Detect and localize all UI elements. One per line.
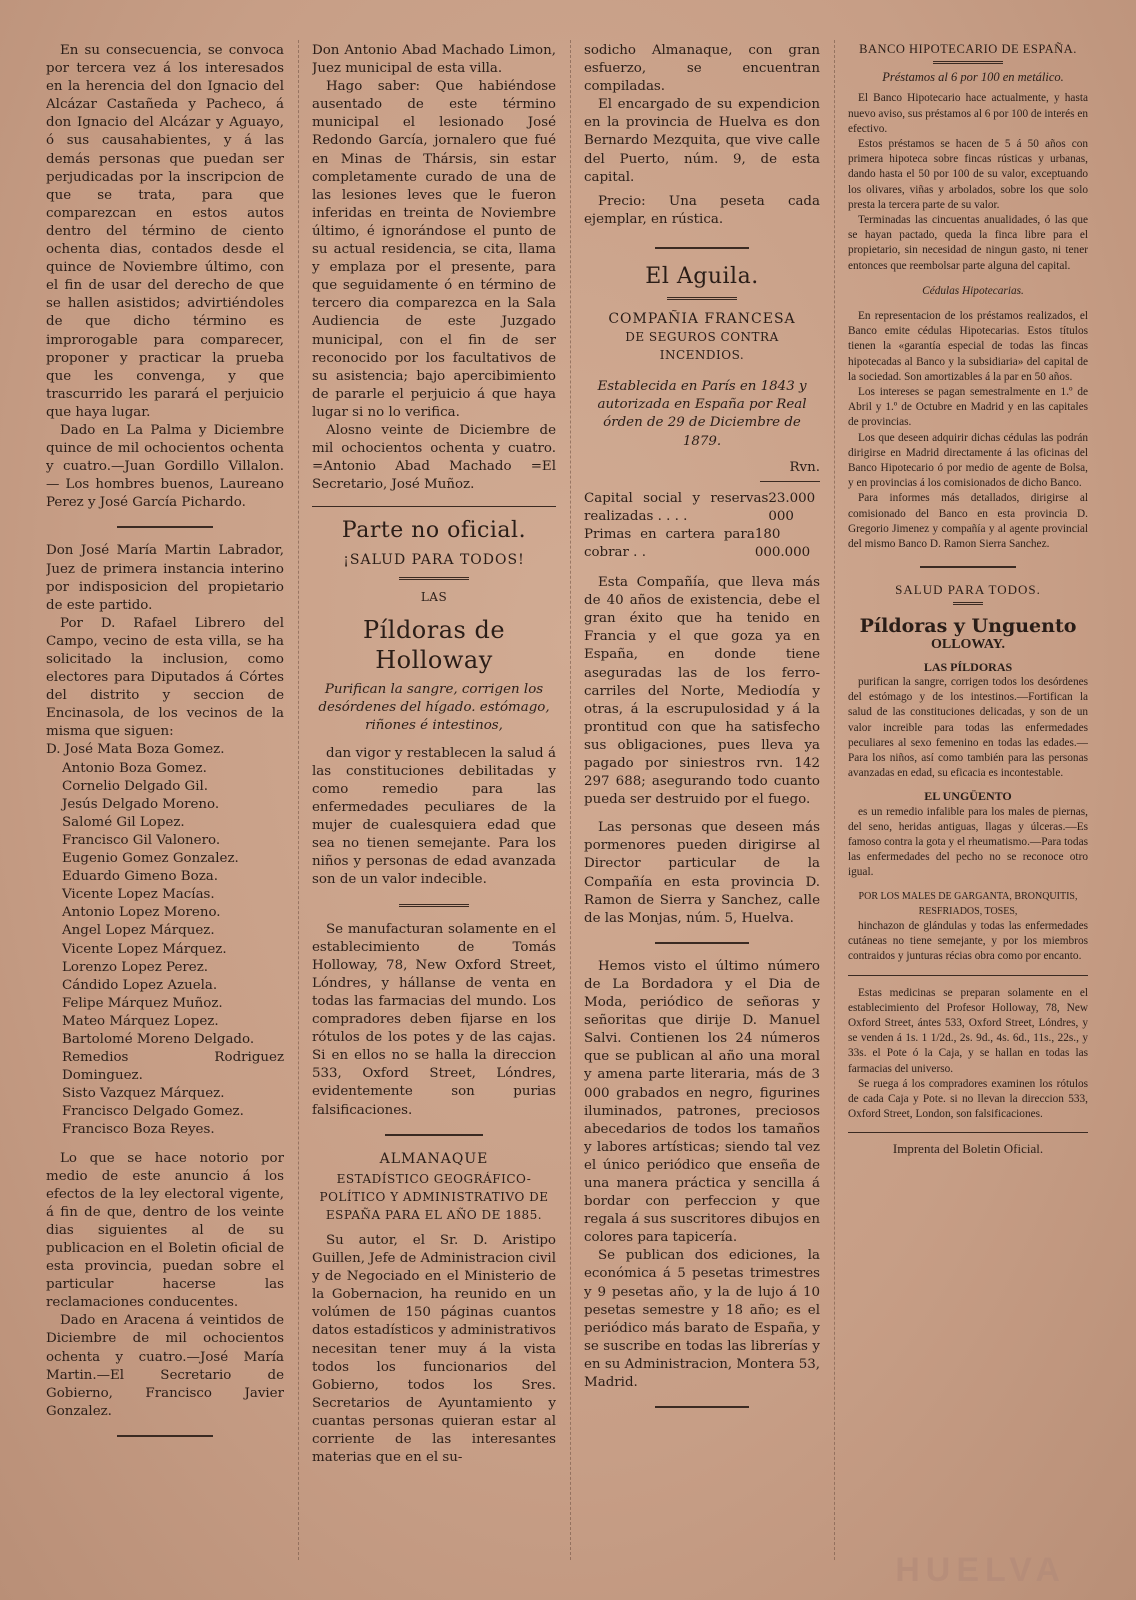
column-4	[848, 42, 1088, 1590]
separator	[655, 942, 749, 944]
table-row	[584, 490, 820, 526]
banco-paragraph: Terminadas las cincuentas anualidades, ó las que se hayan pactado, queda la finca libre para el propietario, sin necesidad de ningun gasto, ni tener entonces que reembolsar parte alguna del capital.	[848, 214, 1088, 272]
almanaque-title: ALMANAQUE	[379, 1150, 489, 1167]
list-item: Sisto Vazquez Márquez.	[62, 1086, 225, 1102]
section-title: Parte no oficial.	[341, 518, 527, 544]
watermark-stamp: HUELVA	[895, 1551, 1066, 1589]
compania-contact: Las personas que deseen más pormenores pueden dirigirse al Director particular de la Compañía en esta provincia D. Ramon de Sierra y Sanchez, calle de las Monjas, núm. 5, Huelva.	[584, 820, 820, 926]
column-3	[584, 42, 820, 1590]
cedulas-title: Cédulas Hipotecarias.	[922, 284, 1024, 297]
ad-body: Se manufacturan solamente en el establecimiento de Tomás Holloway, 78, New Oxford Street, Lóndres, y hállanse de venta en todas las farmacias del mundo. Los compradores deben fijarse en los rótulos de los potes y de las cajas. Si en ellos no se halla la direccion 533, Oxford Street, Lóndres, evidentemente son purias falsificaciones.	[312, 921, 556, 1118]
capital-table	[584, 490, 820, 562]
males-body: hinchazon de glándulas y todas las enfermedades cutáneas no tiene semejante, y por los miembros contraidos y junturas récias obra como por encanto.	[848, 919, 1088, 963]
list-item: Vicente Lopez Márquez.	[62, 941, 227, 957]
notice-paragraph: Lo que se hace notorio por medio de este anuncio á los efectos de la ley electoral vigente, á fin de que, dentro de los veinte dias siguientes al de su publicacion en el Boletin oficial de esta provincia, puedan sobre el particular hacerse las reclamaciones conducentes.	[46, 1150, 284, 1311]
list-item: Salomé Gil Lopez.	[62, 814, 185, 830]
capital-label: Primas en cartera para cobrar . .	[584, 526, 755, 560]
notice-paragraph: En su consecuencia, se convoca por tercera vez á los interesados en la herencia del don Ignacio del Alcázar Castañeda y Pacheco, á don Ignacio del Alcázar y Aguayo, ó sus causahabientes, y á las demás personas que puedan ser perjudicadas por la inscripcion de que se trata, para que comparezcan en estos autos dentro del término de ciento ochenta dias, contados desde el quince de Noviembre último, con el fin de usar del derecho de que se hallen asistidos; advirtiéndoles de que dicho término es improrogable para comparecer, proponer y practicar la prueba que les convenga, y que trascurrido les parará el perjuicio que haya lugar.	[46, 43, 284, 420]
capital-value: 180 000.000	[754, 526, 811, 560]
list-item: Antonio Lopez Moreno.	[62, 905, 221, 921]
list-item: Antonio Boza Gomez.	[62, 760, 207, 776]
banco-title: BANCO HIPOTECARIO DE ESPAÑA.	[859, 42, 1077, 56]
salud-title: SALUD PARA TODOS.	[895, 582, 1041, 598]
notice-intro: Don José María Martin Labrador, Juez de primera instancia interino por indisposicion del propietario de este partido.	[46, 543, 284, 613]
pu-subtitle: OLLOWAY.	[930, 636, 1006, 652]
cedulas-paragraph: Los que deseen adquirir dichas cédulas las podrán dirigirse en Madrid directamente á las oficinas del Banco Hipotecario ó por medio de agente de Bolsa, y en provincias á los comisionados de dicho Banco.	[848, 431, 1088, 490]
compania-subtitle: DE SEGUROS CONTRA INCENDIOS.	[625, 330, 779, 363]
notice-signature: Alosno veinte de Diciembre de mil ochocientos ochenta y cuatro. =Antonio Abad Machado =El Secretario, José Muñoz.	[312, 422, 556, 493]
ruega-body: Se ruega á los compradores examinen los rótulos de cada Caja y Pote. si no llevan la direccion 533, Oxford Street, London, son falsificaciones.	[848, 1077, 1088, 1121]
separator	[655, 1406, 749, 1408]
almanaque-body: Su autor, el Sr. D. Aristipo Guillen, Jefe de Administracion civil y de Negociado en el Ministerio de la Gobernacion, ha reunido en un volúmen de 150 páginas cuantos datos estadísticos y administrativos necesitan tener muy á la vista todos los funcionarios del Gobierno, todos los Sres. Secretarios de Ayuntamiento y cuantas personas quieran estar al corriente de las interesantes materias que en el su-	[312, 1232, 556, 1466]
list-item: Cándido Lopez Azuela.	[62, 977, 218, 993]
ad-label: LAS	[420, 590, 448, 605]
almanaque-precio: Precio: Una peseta cada ejemplar, en rústica.	[584, 193, 820, 227]
banco-prestamos: Préstamos al 6 por 100 en metálico.	[882, 70, 1064, 85]
aguila-title: El Aguila.	[645, 263, 759, 289]
list-item: Bartolomé Moreno Delgado.	[62, 1031, 255, 1047]
list-item: Eugenio Gomez Gonzalez.	[62, 851, 239, 867]
separator	[399, 904, 469, 907]
list-item: Angel Lopez Márquez.	[62, 923, 215, 939]
separator	[385, 1134, 483, 1136]
column-2	[312, 42, 556, 1590]
list-item: Lorenzo Lopez Perez.	[62, 959, 209, 975]
separator	[399, 577, 469, 580]
separator	[667, 297, 737, 300]
almanaque-encargado: El encargado de su expendicion en la provincia de Huelva es don Bernardo Mezquita, que vive calle del Puerto, núm. 9, de esta capital.	[584, 97, 820, 185]
cedulas-paragraph: Los intereses se pagan semestralmente en 1.º de Abril y 1.º de Octubre en Madrid y en las capitales de provincias.	[848, 386, 1088, 429]
separator	[117, 1435, 212, 1437]
pildoras-body: purifican la sangre, corrigen todos los desórdenes del estómago y de los intestinos.—Fortifican la salud de las constituciones delicadas, y son de un valor increible para todas las enfermedades peculiares al sexo femenino en todas las edades.—Para los niños, así como también para las personas avanzadas en edad, su eficacia es incontestable.	[848, 675, 1088, 780]
almanaque-subtitle: ESTADÍSTICO GEOGRÁFICO-POLÍTICO Y ADMINISTRATIVO DE ESPAÑA PARA EL AÑO DE 1885.	[319, 1171, 549, 1222]
banco-paragraph: Estos préstamos se hacen de 5 á 50 años con primera hipoteca sobre fincas rústicas y urbanas, dando hasta el 50 por 100 de su valor, exceptuando los olivares, viñas y arbolados, sobre los que solo presta la tercera parte de su valor.	[848, 138, 1088, 211]
ad-title: Píldoras de Holloway	[362, 615, 506, 674]
list-item: Francisco Gil Valonero.	[62, 832, 221, 848]
separator	[117, 526, 212, 528]
unguento-heading: EL UNGÜENTO	[924, 789, 1012, 804]
list-item: Francisco Delgado Gomez.	[62, 1104, 244, 1120]
table-row	[584, 526, 820, 562]
males-heading: POR LOS MALES DE GARGANTA, BRONQUITIS, RESFRIADOS, TOSES,	[858, 890, 1078, 917]
separator	[953, 602, 983, 605]
unguento-body: es un remedio infalible para los males de piernas, del seno, heridas antiguas, llagas y úlceras.—Es famoso contra la gota y el rheumatismo.—Para todas las enfermedades del pecho no se reconoce otro igual.	[848, 805, 1088, 879]
notice-intro: Don Antonio Abad Machado Limon, Juez municipal de esta villa.	[312, 43, 556, 77]
list-item: Felipe Márquez Muñoz.	[62, 995, 223, 1011]
separator	[760, 481, 820, 482]
column-1	[46, 42, 284, 1590]
compania-body: Esta Compañía, que lleva más de 40 años de existencia, debe el gran éxito que ha tenido en Francia y el que goza ya en España, en donde tiene aseguradas las de los ferro-carriles del Norte, Mediodía y otras, á la escrupulosidad y á la prontitud con que ha satisfecho sus obligaciones, pues lleva ya pagado por siniestros rvn. 142 297 688; asegurando todo cuanto pueda ser destruido por el fuego.	[584, 575, 820, 808]
capital-label: Capital social y reservas realizadas . . . .	[584, 490, 769, 524]
imprenta: Imprenta del Boletin Oficial.	[892, 1141, 1044, 1157]
column-rule	[298, 40, 300, 1560]
list-item: Mateo Márquez Lopez.	[62, 1013, 219, 1029]
capital-value: 23.000 000	[768, 490, 816, 524]
notice-body: Por D. Rafael Librero del Campo, vecino de esta villa, se ha solicitado la inclusion, como electores para Diputados á Córtes del distrito y seccion de Encinasola, de los vecinos de la misma que siguen:	[46, 615, 284, 740]
notice-signature: Dado en Aracena á veintidos de Diciembre de mil ochocientos ochenta y cuatro.—José María Martin.—El Secretario de Gobierno, Francisco Javier Gonzalez.	[46, 1313, 284, 1419]
names-list	[46, 741, 284, 1139]
ad-heading: ¡SALUD PARA TODOS!	[343, 552, 525, 569]
list-item: D. José Mata Boza Gomez.	[46, 742, 225, 758]
separator	[655, 247, 749, 249]
list-item: Cornelio Delgado Gil.	[62, 778, 209, 794]
separator	[933, 61, 1003, 64]
column-rule	[834, 40, 836, 1560]
list-item: Vicente Lopez Macías.	[62, 887, 215, 903]
ad-body: dan vigor y restablecen la salud á las constituciones debilitadas y como remedio para las enfermedades peculiares de la mujer de cualesquiera edad que sea no tienen semejante. Para los niños y personas de edad avanzada son de un valor indecible.	[312, 745, 556, 888]
list-item: Remedios Rodriguez Dominguez.	[62, 1050, 284, 1084]
almanaque-continued: sodicho Almanaque, con gran esfuerzo, se encuentran compiladas.	[584, 43, 820, 95]
list-item: Francisco Boza Reyes.	[62, 1122, 215, 1138]
bordadora-body: Hemos visto el último número de La Bordadora y el Dia de Moda, periódico de señoras y señoritas que dirije D. Manuel Salvi. Contienen los 24 números que se publican al año una moral y amena parte literaria, más de 3 000 grabados en negro, figurines iluminados, patrones, preciosos abecedarios de todos los tamaños y labores artísticas; siendo tal vez el único periódico que enseña de una manera práctica y sencilla á bordar con perfeccion y que regala á sus suscritores dibujos en colores para tapicería.	[584, 958, 820, 1246]
cedulas-paragraph: Para informes más detallados, dirigirse al comisionado del Banco en esta provincia D. Gregorio Jimenez y compañía y al agente provincial del mismo Banco D. Ramon Sierra Sanchez.	[848, 492, 1088, 551]
separator	[920, 566, 1016, 568]
banco-paragraph: El Banco Hipotecario hace actualmente, y hasta nuevo aviso, sus préstamos al 6 por 100 de interés en efectivo.	[848, 92, 1088, 135]
compania-title: COMPAÑIA FRANCESA	[608, 310, 796, 327]
separator	[848, 1132, 1088, 1133]
bordadora-ediciones: Se publican dos ediciones, la económica á 5 pesetas trimestres y 9 pesetas año, y la de lujo á 10 pesetas semestre y 18 año; es el periódico más barato de España, y se suscribe en todas las librerías y en su Administracion, Montera 53, Madrid.	[584, 1248, 820, 1390]
ad-subtitle: Purifican la sangre, corrigen los desórdenes del hígado. estómago, riñones é intestinos,	[318, 681, 550, 733]
column-rule	[570, 40, 572, 1560]
notice-paragraph: Hago saber: Que habiéndose ausentado de este término municipal el lesionado José Redondo García, jornalero que fué en Minas de Thársis, sin estar completamente curado de una de las lesiones leves que le fueron inferidas en treinta de Noviembre último, é ignorándose el punto de su actual residencia, se cita, llama y emplaza por el presente, para que seguidamente ó en término de tercero dia comparezca en la Sala Audiencia de este Juzgado municipal, con el fin de ser reconocido por los facultativos de su asistencia; bajo apercibimiento de pararle el perjuicio á que haya lugar si no lo verifica.	[312, 79, 556, 420]
notice-signature: Dado en La Palma y Diciembre quince de mil ochocientos ochenta y cuatro.—Juan Gordillo Villalon. — Los hombres buenos, Laureano Perez y José García Pichardo.	[46, 422, 284, 511]
rvn-label: Rvn.	[789, 459, 820, 475]
pu-title: Píldoras y Unguento	[859, 614, 1077, 637]
cedulas-paragraph: En representacion de los préstamos realizados, el Banco emite cédulas Hipotecarias. Estos títulos tienen la «garantía especial de todas las fincas hipotecadas al Banco y la subsidiaria» del capital de la sociedad. Son amortizables á la par en 50 años.	[848, 310, 1088, 383]
establecida: Establecida en París en 1843 y autorizada en España por Real órden de 29 de Diciembre de 1879.	[597, 379, 807, 449]
separator	[848, 975, 1088, 976]
list-item: Eduardo Gimeno Boza.	[62, 869, 218, 885]
medicinas-body: Estas medicinas se preparan solamente en el establecimiento del Profesor Holloway, 78, New Oxford Street, ántes 533, Oxford Street, Lóndres, y se venden á 1s. 1 1/2d., 2s. 9d., 4s. 6d., 11s., 22s., y 33s. el Pote ó la Caja, y se hallan en todas las farmacias del universo.	[848, 986, 1088, 1075]
list-item: Jesús Delgado Moreno.	[62, 796, 220, 812]
separator	[312, 506, 556, 507]
pildoras-heading: LAS PÍLDORAS	[923, 659, 1013, 674]
